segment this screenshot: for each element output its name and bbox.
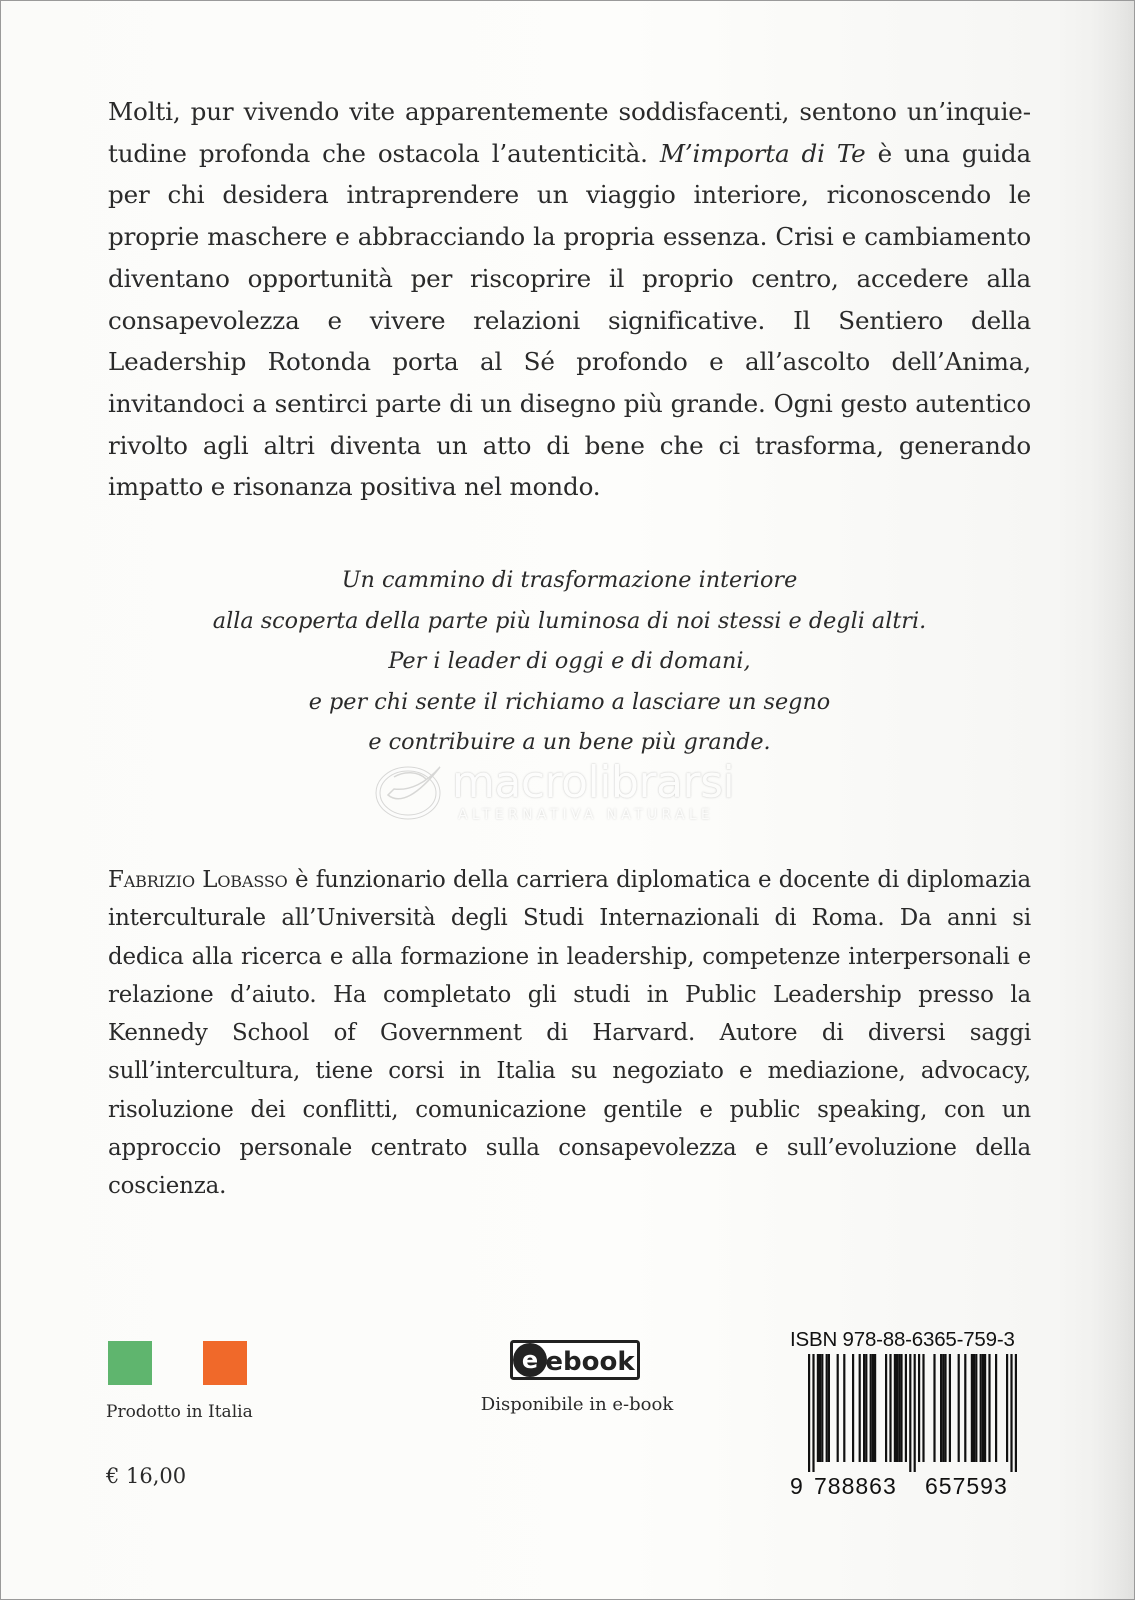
barcode-bar bbox=[940, 1354, 942, 1462]
barcode-bar bbox=[821, 1354, 823, 1462]
barcode-bar bbox=[933, 1354, 935, 1462]
barcode-bar bbox=[942, 1354, 944, 1462]
barcode-bar bbox=[918, 1354, 920, 1462]
barcode-bar bbox=[973, 1354, 975, 1462]
barcode-bar bbox=[843, 1354, 845, 1462]
barcode-bar bbox=[817, 1354, 819, 1462]
barcode-guard-bar bbox=[909, 1354, 911, 1472]
cover-blurb bbox=[108, 91, 1031, 508]
barcode-bar bbox=[863, 1354, 865, 1462]
barcode-bar bbox=[988, 1354, 990, 1462]
barcode-bar bbox=[852, 1354, 854, 1462]
ean-barcode bbox=[790, 1354, 1030, 1472]
barcode-bar bbox=[828, 1354, 830, 1462]
barcode-bar bbox=[819, 1354, 821, 1462]
barcode-bar bbox=[971, 1354, 973, 1462]
svg-text:e: e bbox=[521, 1346, 539, 1374]
verse-line: Un cammino di trasformazione interiore bbox=[341, 567, 798, 593]
verse-line: alla scoperta della parte più luminosa di noi stessi e degli altri. bbox=[212, 607, 927, 634]
verse-line: Per i leader di oggi e di domani, bbox=[388, 648, 751, 675]
author-name: Fabrizio Lobasso bbox=[108, 867, 288, 893]
italian-flag-orange-square bbox=[203, 1341, 247, 1385]
watermark-brand: macrolibrarsi bbox=[452, 757, 735, 808]
italian-flag-green-square bbox=[108, 1341, 152, 1385]
ean-digit-first: 9 bbox=[790, 1473, 804, 1499]
tagline-verse bbox=[108, 560, 1031, 763]
author-bio-text: è funzionario della carriera diplomatica e docente di diplomazia interculturale all’Università degli Studi Internazionali di Roma. Da anni si dedica alla ricerca e alla formazione in leadership, competenze interpersonali e relazione d’aiuto. Ha completato gli studi in Public Leadership presso la Kennedy School of Government di Harvard. Autore di diversi saggi sull’intercultura, tiene corsi in Italia su negoziato e mediazione, advocacy, risoluzione dei conflitti, comunicazione gentile e public speaking, con un approccio personale centrato sulla consapevolezza e sull’evoluzione della coscienza. bbox=[108, 867, 1031, 1200]
ebook-logo-icon bbox=[510, 1340, 640, 1380]
barcode-guard-bar bbox=[914, 1354, 916, 1472]
barcode-guard-bar bbox=[1015, 1354, 1017, 1472]
barcode-bar bbox=[980, 1354, 982, 1462]
barcode-bar bbox=[964, 1354, 966, 1462]
made-in-label: Prodotto in Italia bbox=[106, 1402, 253, 1422]
barcode-bar bbox=[859, 1354, 861, 1462]
barcode-guard-bar bbox=[808, 1354, 810, 1472]
barcode-bar bbox=[896, 1354, 898, 1462]
verse-line: e per chi sente il richiamo a lasciare un segno bbox=[308, 688, 831, 715]
blurb-part-2: è una guida per chi desidera intraprendere un viaggio interiore, riconoscendo le proprie maschere e abbracciando la propria essenza. Crisi e cambiamento diventano opportunità per riscoprire il proprio centro, accedere alla consapevolezza e vivere relazioni significative. Il Sentiero della Leadership Rotonda porta al Sé profondo e all’ascolto dell’Anima, invitandoci a sentirci parte di un disegno più grande. Ogni gesto autentico rivolto agli altri diventa un atto di bene che ci trasforma, generando impatto e risonanza positiva nel mondo. bbox=[108, 138, 1032, 502]
watermark-tagline: ALTERNATIVA NATURALE bbox=[458, 807, 715, 823]
price: € 16,00 bbox=[106, 1464, 187, 1488]
isbn-number: ISBN 978-88-6365-759-3 bbox=[790, 1328, 1015, 1351]
barcode-bar bbox=[975, 1354, 977, 1462]
barcode-bar bbox=[837, 1354, 839, 1462]
barcode-bar bbox=[874, 1354, 876, 1462]
leaf-swoosh-icon bbox=[374, 761, 446, 821]
ebook-logo-text: ebook bbox=[545, 1347, 635, 1377]
barcode-guard-bar bbox=[812, 1354, 814, 1472]
ebook-availability: Disponibile in e-book bbox=[480, 1394, 674, 1415]
barcode-bar bbox=[905, 1354, 907, 1462]
book-title: M’importa di Te bbox=[659, 138, 866, 168]
ean-digits-left: 788863 bbox=[814, 1473, 897, 1499]
barcode-bar bbox=[922, 1354, 924, 1462]
blurb-part-1: Molti, pur vivendo vite apparentemente soddisfacenti, sentono un’inquietudine profonda che ostacola l’autenticità. bbox=[108, 97, 1031, 168]
verse-line: e contribuire a un bene più grande. bbox=[368, 729, 771, 756]
watermark bbox=[374, 757, 794, 833]
barcode-bar bbox=[949, 1354, 951, 1462]
barcode-bar bbox=[872, 1354, 874, 1462]
barcode-bar bbox=[885, 1354, 887, 1462]
barcode-bar bbox=[898, 1354, 900, 1462]
spine-shadow bbox=[1092, 1, 1134, 1599]
barcode-bar bbox=[1006, 1354, 1008, 1462]
barcode-bar bbox=[984, 1354, 986, 1462]
barcode-bar bbox=[865, 1354, 867, 1462]
barcode-bar bbox=[826, 1354, 828, 1462]
barcode-bar bbox=[894, 1354, 896, 1462]
barcode-bar bbox=[900, 1354, 902, 1462]
barcode-bar bbox=[944, 1354, 946, 1462]
barcode-bar bbox=[958, 1354, 960, 1462]
author-bio bbox=[108, 861, 1031, 1206]
barcode-guard-bar bbox=[1010, 1354, 1012, 1472]
barcode-bar bbox=[889, 1354, 891, 1462]
barcode-bar bbox=[995, 1354, 997, 1462]
barcode-bar bbox=[982, 1354, 984, 1462]
barcode-bar bbox=[870, 1354, 872, 1462]
ean-digits-right: 657593 bbox=[925, 1473, 1008, 1499]
